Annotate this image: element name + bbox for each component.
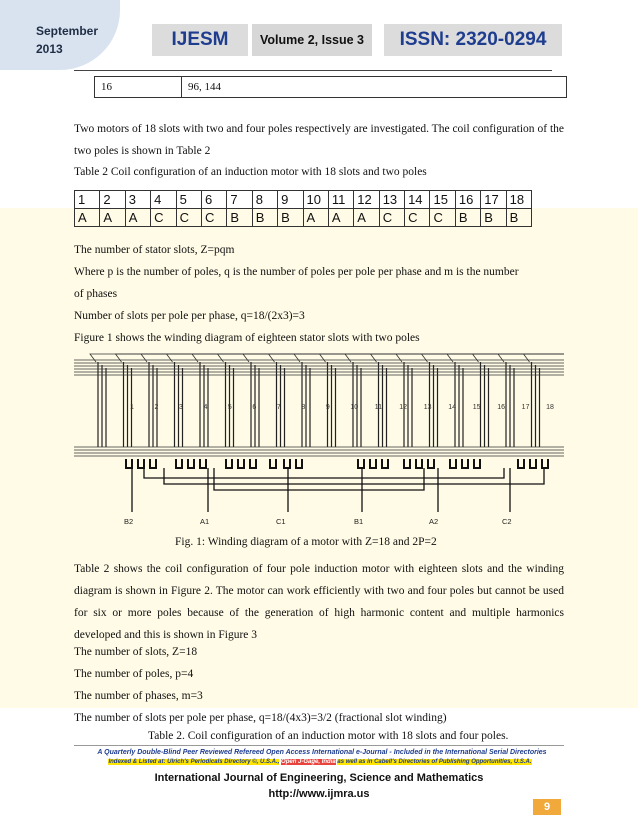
terminal-label: A1 xyxy=(200,517,210,526)
phase-cell: C xyxy=(201,209,226,227)
end-connection xyxy=(524,354,565,362)
slot-number-cell: 8 xyxy=(252,191,277,209)
footer-index xyxy=(80,759,560,765)
slot-connector xyxy=(416,459,422,468)
slot-table xyxy=(94,76,567,98)
slot-connector xyxy=(270,459,276,468)
page-number: 9 xyxy=(533,799,561,815)
slot-connector xyxy=(358,459,364,468)
table-cell: 16 xyxy=(95,77,182,98)
slot-number-label: 6 xyxy=(252,404,257,411)
phase-cell: B xyxy=(455,209,480,227)
footer-rule xyxy=(74,745,564,746)
slot-connector xyxy=(370,459,376,468)
slot-number-cell: 3 xyxy=(125,191,150,209)
table-cell: 96, 144 xyxy=(182,77,567,98)
slot-connector xyxy=(200,459,206,468)
slot-connector xyxy=(542,459,548,468)
index-jgage: Open J-Gage, India xyxy=(281,759,336,765)
slot-number-label: 14 xyxy=(448,404,457,411)
slot-number-label: 8 xyxy=(301,404,306,411)
slot-number-cell: 5 xyxy=(176,191,201,209)
terminal-label: A2 xyxy=(429,517,439,526)
slot-number-label: 15 xyxy=(472,404,481,411)
table-row xyxy=(95,77,567,98)
slot-connector xyxy=(226,459,232,468)
table2-caption: Table 2 Coil configuration of an induction motor with 18 slots and two poles xyxy=(74,166,427,178)
phase-cell: A xyxy=(328,209,353,227)
slot-connector xyxy=(474,459,480,468)
end-connection xyxy=(192,354,344,362)
end-connection xyxy=(141,354,293,362)
paragraph-discussion: Table 2 shows the coil configuration of four pole induction motor with eighteen slots and the winding diagram is shown in Figure 2. The motor can work efficiently with two and four poles but cannot be used for six or more poles because of the generation of high harmonic content and multiple harmonics developed and this is shown in Figure 3 xyxy=(74,563,564,641)
slot-connector xyxy=(284,459,290,468)
slot-number-cell: 14 xyxy=(405,191,430,209)
end-connection xyxy=(167,354,319,362)
terminal-label: C2 xyxy=(502,517,512,526)
slot-number-cell: 12 xyxy=(354,191,379,209)
phase-cell: C xyxy=(405,209,430,227)
end-connection xyxy=(371,354,523,362)
phase-cell: A xyxy=(75,209,100,227)
slot-number-label: 11 xyxy=(374,404,383,411)
jumper-line xyxy=(144,468,504,478)
date-year: 2013 xyxy=(36,42,63,56)
end-connection xyxy=(498,354,564,362)
end-connection xyxy=(473,354,565,362)
slot-number-cell: 9 xyxy=(278,191,303,209)
end-connection xyxy=(269,354,421,362)
phase-cell: B xyxy=(227,209,252,227)
text-line: The number of poles, p=4 xyxy=(74,668,194,680)
footer-url: http://www.ijmra.us xyxy=(268,788,370,800)
phase-cell: A xyxy=(125,209,150,227)
phase-cell: C xyxy=(151,209,176,227)
slot-number-cell: 10 xyxy=(303,191,328,209)
slot-connector xyxy=(296,459,302,468)
slot-number-label: 7 xyxy=(276,404,281,411)
slot-connector xyxy=(518,459,524,468)
paragraph-intro: Two motors of 18 slots with two and four poles respectively are investigated. The coil configuration of the two poles is shown in Table 2 xyxy=(74,123,564,157)
slot-number-label: 4 xyxy=(203,404,208,411)
slot-number-label: 9 xyxy=(325,404,330,411)
slot-connector xyxy=(238,459,244,468)
phase-cell: C xyxy=(379,209,404,227)
slot-number-label: 1 xyxy=(130,404,134,411)
slot-number-label: 13 xyxy=(423,404,432,411)
winding-diagram xyxy=(74,352,564,532)
text-line: Where p is the number of poles, q is the number of poles per pole per phase and m is the number xyxy=(74,266,519,278)
slot-number-label: 17 xyxy=(521,404,530,411)
phase-cell: C xyxy=(430,209,455,227)
text-line: The number of stator slots, Z=pqm xyxy=(74,244,235,256)
slot-labels xyxy=(130,404,554,411)
end-connection xyxy=(90,354,242,362)
phase-cell: A xyxy=(303,209,328,227)
slot-connector xyxy=(150,459,156,468)
slot-number-cell: 2 xyxy=(100,191,125,209)
text-line: The number of phases, m=3 xyxy=(74,690,203,702)
text-line: The number of slots per pole per phase, q=18/(4x3)=3/2 (fractional slot winding) xyxy=(74,712,447,724)
footer-tagline: A Quarterly Double-Blind Peer Reviewed Refereed Open Access International e-Journal - Included in the International Serial Directories xyxy=(97,749,547,756)
slot-connector xyxy=(138,459,144,468)
volume-issue: Volume 2, Issue 3 xyxy=(252,24,372,56)
text-line: Number of slots per pole per phase, q=18/(2x3)=3 xyxy=(74,310,305,322)
slot-connector xyxy=(530,459,536,468)
table-row xyxy=(75,209,532,227)
slot-connector xyxy=(404,459,410,468)
slot-number-cell: 18 xyxy=(506,191,531,209)
slot-number-cell: 6 xyxy=(201,191,226,209)
text-line: Figure 1 shows the winding diagram of eighteen stator slots with two poles xyxy=(74,332,420,344)
slot-number-label: 3 xyxy=(178,404,183,411)
slot-number-label: 5 xyxy=(227,404,232,411)
slot-connector xyxy=(382,459,388,468)
slot-number-label: 2 xyxy=(154,404,159,411)
slot-connector xyxy=(450,459,456,468)
slot-number-label: 10 xyxy=(350,404,359,411)
phase-cell: B xyxy=(481,209,506,227)
slot-number-cell: 13 xyxy=(379,191,404,209)
end-connection xyxy=(294,354,446,362)
end-connection xyxy=(218,354,370,362)
phase-cell: C xyxy=(176,209,201,227)
slot-number-cell: 17 xyxy=(481,191,506,209)
end-connection xyxy=(345,354,497,362)
index-ulrich: Indexed & Listed at: Ulrich's Periodicals Directory ©, U.S.A., xyxy=(108,759,280,765)
phase-cell: B xyxy=(278,209,303,227)
figure-caption: Fig. 1: Winding diagram of a motor with Z=18 and 2P=2 xyxy=(175,536,437,548)
phase-cell: B xyxy=(506,209,531,227)
footer-journal: International Journal of Engineering, Science and Mathematics xyxy=(154,772,484,784)
slot-number-label: 12 xyxy=(399,404,408,411)
terminal-label: B2 xyxy=(124,517,134,526)
slot-number-label: 18 xyxy=(546,404,554,411)
end-connection xyxy=(116,354,268,362)
slot-connector xyxy=(462,459,468,468)
terminal-label: C1 xyxy=(276,517,286,526)
lead-lines xyxy=(132,468,544,512)
slot-connector xyxy=(126,459,132,468)
slot-connector xyxy=(176,459,182,468)
terminal-label: B1 xyxy=(354,517,364,526)
end-connection xyxy=(320,354,472,362)
slot-cups xyxy=(126,459,548,468)
coil-table xyxy=(74,190,532,227)
slot-number-cell: 1 xyxy=(75,191,100,209)
phase-cell: B xyxy=(252,209,277,227)
slot-number-cell: 11 xyxy=(328,191,353,209)
slot-connector xyxy=(428,459,434,468)
slot-connector xyxy=(188,459,194,468)
end-connection xyxy=(243,354,395,362)
slot-number-cell: 16 xyxy=(455,191,480,209)
jumper-line xyxy=(164,468,544,484)
slot-number-cell: 7 xyxy=(227,191,252,209)
issn: ISSN: 2320-0294 xyxy=(384,24,562,56)
text-line: of phases xyxy=(74,288,118,300)
header-rule xyxy=(74,70,552,71)
end-connection xyxy=(396,354,548,362)
date-month: September xyxy=(36,24,99,38)
table2b-caption: Table 2. Coil configuration of an induction motor with 18 slots and four poles. xyxy=(148,730,509,742)
table-row xyxy=(75,191,532,209)
journal-abbrev: IJESM xyxy=(152,24,248,56)
slot-connector xyxy=(250,459,256,468)
terminal-labels xyxy=(124,517,512,526)
slot-number-cell: 4 xyxy=(151,191,176,209)
end-connection xyxy=(422,354,565,362)
index-cabell: as well as in Cabell's Directories of Publishing Opportunities, U.S.A. xyxy=(337,759,532,765)
date-badge xyxy=(0,0,120,70)
end-connection xyxy=(447,354,564,362)
coil-lines xyxy=(74,354,564,456)
phase-cell: A xyxy=(100,209,125,227)
jumper-line xyxy=(214,468,424,490)
slot-number-label: 16 xyxy=(497,404,505,411)
text-line: The number of slots, Z=18 xyxy=(74,646,198,658)
slot-number-cell: 15 xyxy=(430,191,455,209)
phase-cell: A xyxy=(354,209,379,227)
